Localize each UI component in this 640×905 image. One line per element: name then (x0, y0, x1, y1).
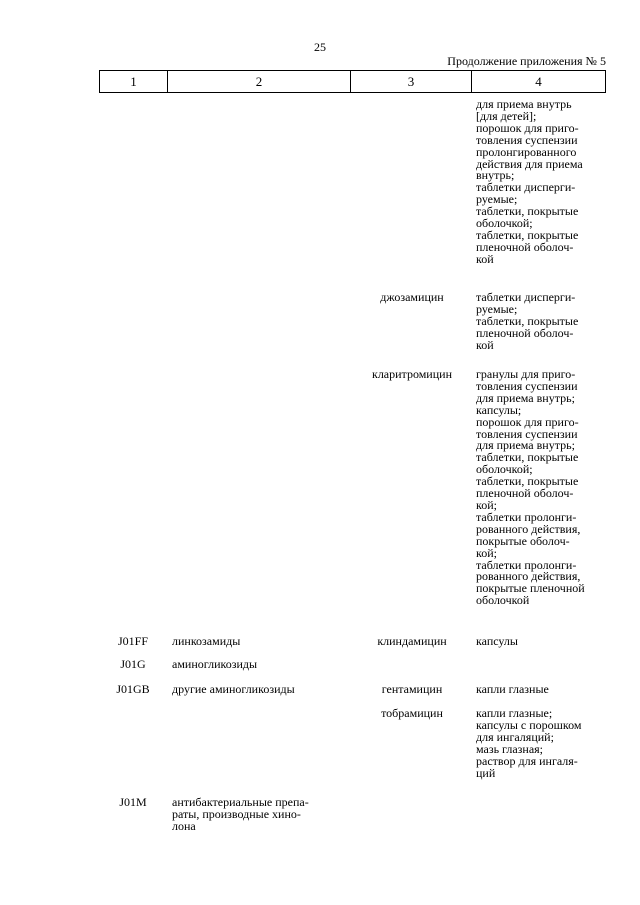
header-col-3: 3 (351, 71, 472, 92)
drug-name: кларитромицин (371, 367, 452, 381)
page-number: 25 (314, 40, 326, 54)
atc-group: линкозамиды (172, 634, 241, 648)
dosage-forms: гранулы для приго- товления суспензии для приема внутрь; капсулы; порошок для приго- товления суспензии для приема внутрь; таблетки, покрытые оболочкой; таблетки, покрытые пленочной оболоч- кой; таблетки пролонги- рованного действия, покрытые оболоч- кой; таблетки пролонги- рованного действия, покрытые пленочной оболочкой (476, 367, 585, 608)
dosage-forms: капли глазные; капсулы с порошком для ингаляций; мазь глазная; раствор для ингаля- ций (476, 706, 582, 780)
table-header (99, 70, 606, 93)
header-col-4: 4 (535, 74, 542, 89)
dosage-forms: таблетки дисперги- руемые; таблетки, покрытые пленочной оболоч- кой (476, 290, 579, 352)
atc-group: аминогликозиды (172, 657, 258, 671)
drug-name: джозамицин (380, 290, 444, 304)
atc-code: J01G (120, 657, 146, 671)
header-col-2: 2 (168, 71, 351, 92)
drug-name: тобрамицин (381, 706, 443, 720)
atc-code: J01GB (116, 682, 150, 696)
atc-code: J01M (119, 795, 147, 809)
atc-code: J01FF (117, 634, 149, 648)
drug-name: гентамицин (381, 682, 443, 696)
dosage-forms: капсулы (476, 634, 518, 648)
dosage-forms: для приема внутрь [для детей]; порошок для приго- товления суспензии пролонгированного действия для приема внутрь; таблетки дисперги- руемые; таблетки, покрытые оболочкой; таблетки, покрытые пленочной оболоч- кой (476, 97, 583, 266)
atc-group: другие аминогликозиды (172, 682, 295, 696)
atc-group: антибактериальные препа- раты, производные хино- лона (172, 795, 309, 833)
header-col-1: 1 (100, 71, 168, 92)
drug-name: клиндамицин (377, 634, 447, 648)
continuation-label: Продолжение приложения № 5 (447, 54, 606, 68)
dosage-forms: капли глазные (476, 682, 549, 696)
